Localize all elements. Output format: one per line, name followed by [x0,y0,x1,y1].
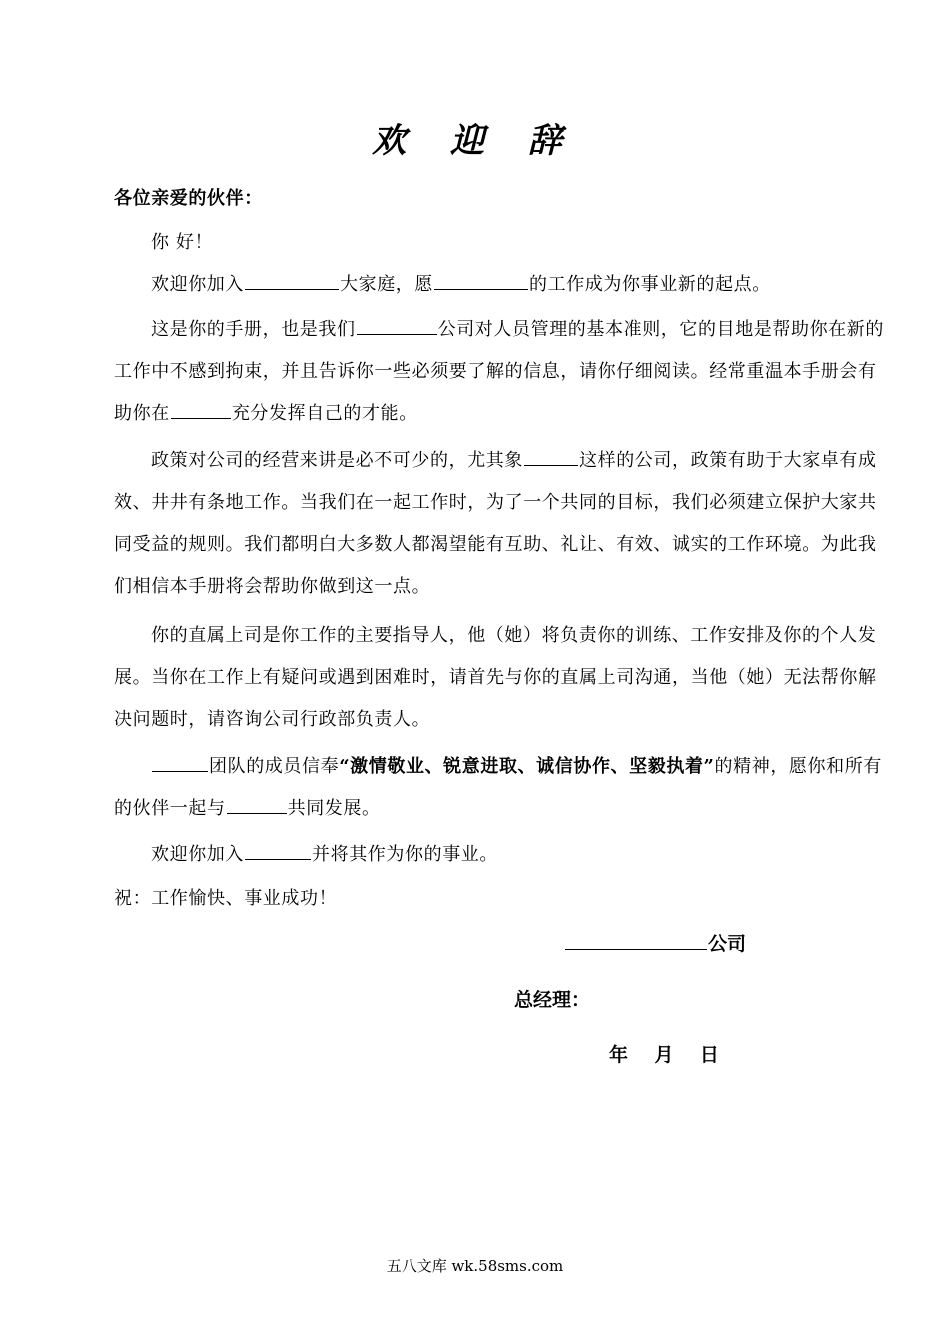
greeting: 你 好！ [151,232,214,253]
paragraph-3: 政策对公司的经营来讲是必不可少的，尤其象 这样的公司，政策有助于大家卓有成效、井井有条地工作。当我们在一起工作时，为了一个共同的目标，我们必须建立保护大家共同受益的规则。我们都明白大多数人都渴望能有互助、礼让、有效、诚实的工作环境。为此我们相信本手册将会帮助你做到这一点。 [114,440,884,608]
signature-manager: 总经理： [514,989,591,1011]
fill-blank[interactable] [227,795,287,814]
fill-blank[interactable] [357,316,437,335]
fill-blank[interactable] [524,447,578,466]
fill-blank[interactable] [171,400,231,419]
fill-blank[interactable] [434,271,528,290]
signature-date: 年 月 日 [609,1044,719,1066]
company-name-blank[interactable] [565,929,707,950]
closing-line: 祝：工作愉快、事业成功！ [114,888,338,909]
company-motto: “激情敬业、锐意进取、诚信协作、坚毅执着” [339,756,715,777]
fill-blank[interactable] [245,271,339,290]
paragraph-1: 欢迎你加入 大家庭，愿 的工作成为你事业新的起点。 [114,264,884,306]
paragraph-5: 团队的成员信奉“激情敬业、锐意进取、诚信协作、坚毅执着”的精神，愿你和所有的伙伴一起与 共同发展。 [114,746,884,830]
paragraph-2: 这是你的手册，也是我们 公司对人员管理的基本准则，它的目地是帮助你在新的工作中不感到拘束，并且告诉你一些必须要了解的信息，请你仔细阅读。经常重温本手册会有助你在 充分发挥自己的才能。 [114,309,884,435]
footer-watermark: 五八文库 wk.58sms.com [386,1257,564,1275]
signature-company: 公司 [564,929,746,956]
page-title: 欢 迎 辞 [372,121,578,161]
paragraph-4: 你的直属上司是你工作的主要指导人，他（她）将负责你的训练、工作安排及你的个人发展。当你在工作上有疑问或遇到困难时，请首先与你的直属上司沟通，当他（她）无法帮你解决问题时，请咨询公司行政部负责人。 [114,625,877,730]
fill-blank[interactable] [245,841,311,860]
paragraph-6: 欢迎你加入 并将其作为你的事业。 [114,834,884,876]
salutation: 各位亲爱的伙伴： [114,188,263,209]
fill-blank[interactable] [152,753,208,772]
